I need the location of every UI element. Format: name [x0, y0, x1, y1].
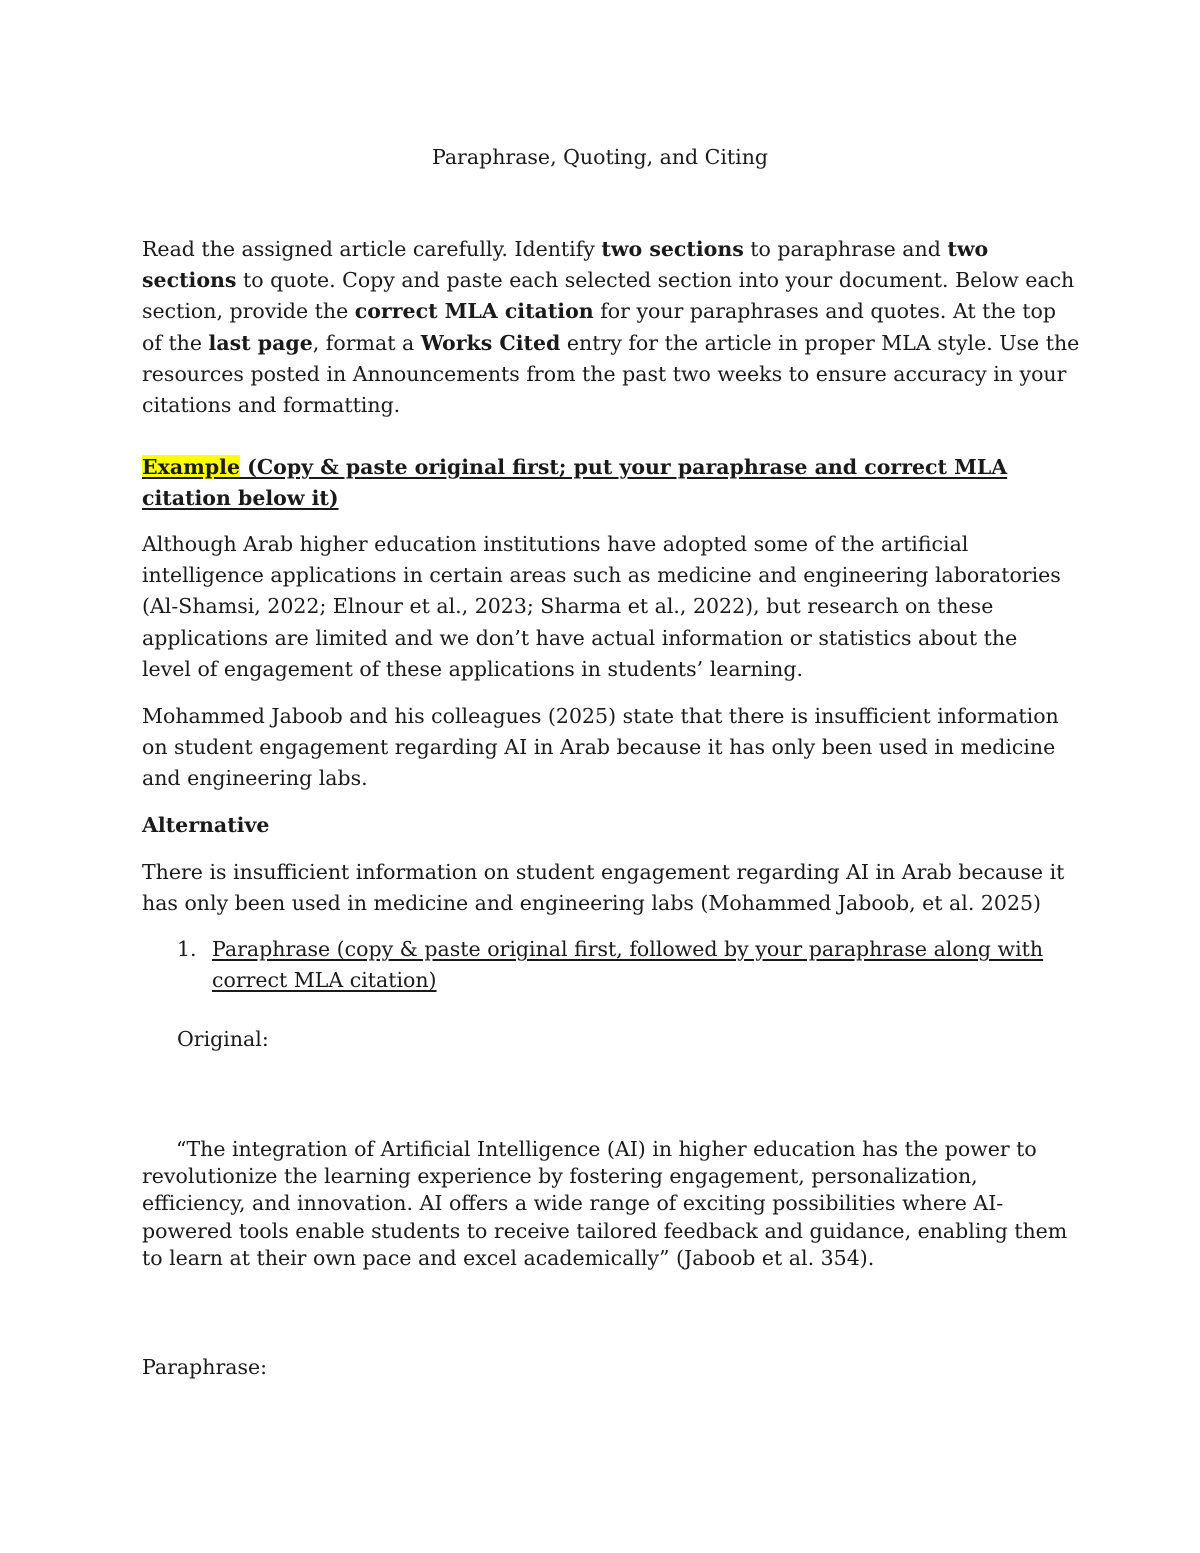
example-heading: [142, 452, 1042, 514]
list-item-text: Paraphrase (copy & paste original first, followed by your paraphrase along with correct MLA citation): [212, 937, 1044, 993]
instructions-text: Read the assigned article carefully. Identify: [142, 237, 602, 261]
quote-block: “The integration of Artificial Intelligence (AI) in higher education has the power to revolutionize the learning experience by fostering engagement, personalization, efficiency, and innovation. AI offers a wide range of exciting possibilities where AI-powered tools enable students to receive tailored feedback and guidance, enabling them to learn at their own pace and excel academically” (Jaboob et al. 354).: [142, 1137, 1068, 1270]
paraphrase-label: Paraphrase:: [142, 1355, 268, 1379]
instructions-text: , format a: [312, 330, 421, 355]
example-heading-text: (Copy & paste original first; put your paraphrase and correct MLA citation below it): [142, 455, 1008, 511]
alternative-text: There is insufficient information on student engagement regarding AI in Arab because it has only been used in medicine and engineering labs (Mohammed Jaboob, et al. 2025): [142, 860, 1065, 916]
instructions-text: to paraphrase and: [743, 237, 948, 261]
example-original-text: Although Arab higher education institutions have adopted some of the artificial intelligence applications in certain areas such as medicine and engineering laboratories (Al-Shamsi, 2022; Elnour et al., 2023; Sharma et al., 2022), but research on these applications are limited and we don’t have actual information or statistics about the level of engagement of these applications in students’ learning.: [142, 532, 1061, 681]
alternative-heading-text: Alternative: [142, 813, 270, 837]
alternative-heading: [142, 810, 269, 841]
example-highlight: Example: [142, 455, 240, 479]
document-title: Paraphrase, Quoting, and Citing: [431, 145, 769, 169]
instructions-text: entry for the article in proper MLA style. Use the resources posted in Announcements from the past two weeks to ensure accuracy in your citations and formatting.: [142, 330, 1080, 418]
instructions-text: for your paraphrases and quotes. At the top of the: [142, 299, 1056, 355]
example-paraphrase-text: Mohammed Jaboob and his colleagues (2025) state that there is insufficient information on student engagement regarding AI in Arab because it has only been used in medicine and engineering labs.: [142, 704, 1059, 791]
instructions-bold-text: last page: [208, 330, 313, 355]
instructions-paragraph: [142, 234, 1082, 421]
instructions-bold-text: correct MLA citation: [354, 299, 594, 324]
instructions-bold-text: two sections: [601, 237, 744, 261]
instructions-bold-text: two sections: [142, 237, 989, 293]
instructions-bold-text: Works Cited: [420, 330, 561, 355]
list-item-number: 1.: [177, 937, 197, 961]
instructions-text: to quote. Copy and paste each selected section into your document. Below each section, provide the: [142, 268, 1075, 324]
original-label: Original:: [177, 1027, 269, 1051]
